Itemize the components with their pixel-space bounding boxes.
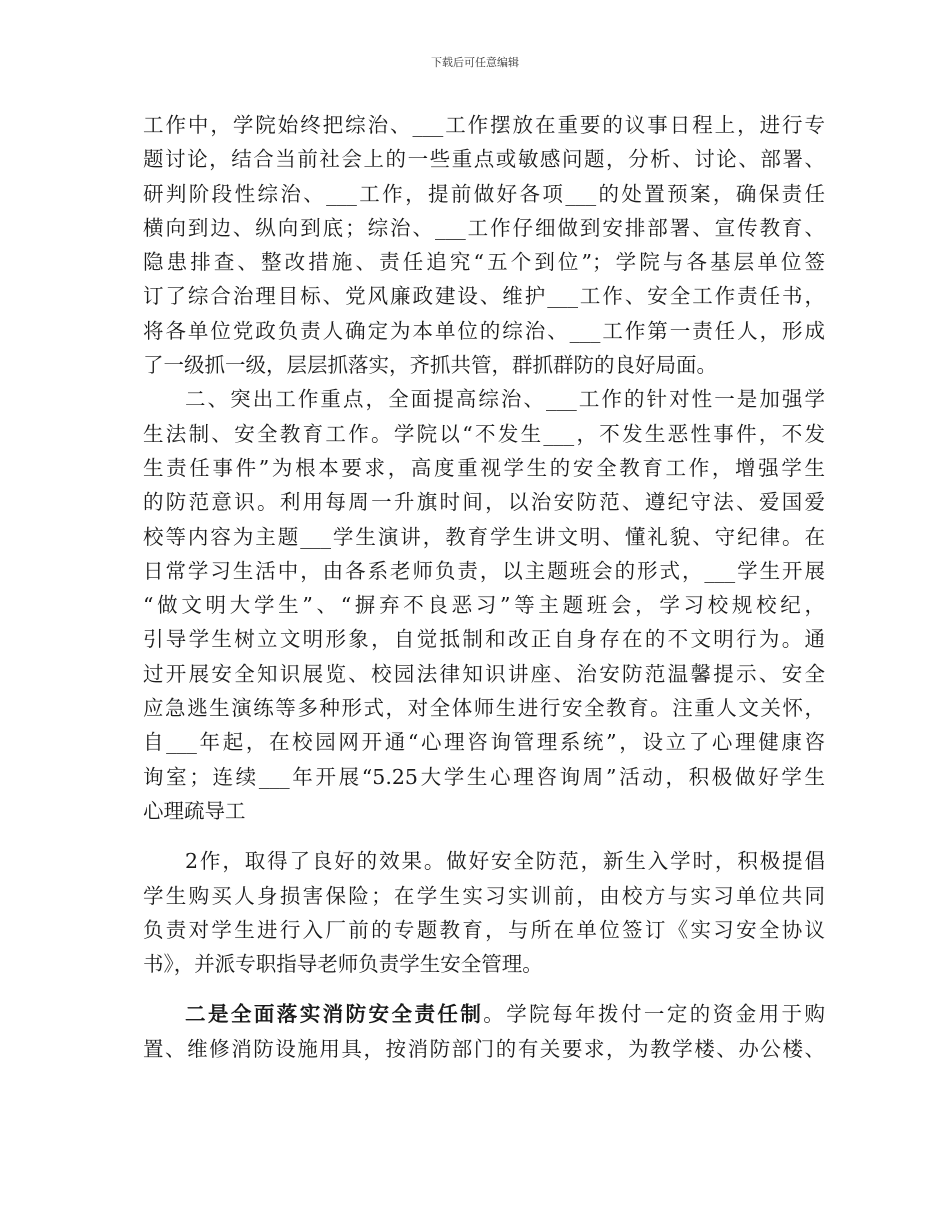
text-line: 了一级抓一级，层层抓落实，齐抓共管，群抓群防的良好局面。: [143, 353, 717, 378]
text-line: 日常学习生活中，由各系老师负责，以主题班会的形式，___学生开展: [143, 558, 825, 583]
text-line: 自___年起，在校园网开通“心理咨询管理系统”，设立了心理健康咨: [143, 730, 825, 755]
text-line: 的防范意识。利用每周一升旗时间，以治安防范、遵纪守法、爱国爱: [143, 490, 825, 515]
text-line: 生法制、安全教育工作。学院以“不发生___，不发生恶性事件，不发: [143, 421, 825, 446]
text-line: 研判阶段性综治、___工作，提前做好各项___的处置预案，确保责任: [143, 181, 825, 206]
text-line: 负责对学生进行入厂前的专题教育，与所在单位签订《实习安全协议: [143, 917, 825, 942]
text-line: 心理疏导工: [143, 798, 246, 823]
text-line: 书》，并派专职指导老师负责学生安全管理。: [143, 952, 543, 977]
text-line: 横向到边、纵向到底；综治、___工作仔细做到安排部署、宣传教育、: [143, 215, 825, 240]
text-line: “做文明大学生”、“摒弃不良恶习”等主题班会，学习校规校纪，: [143, 593, 825, 618]
text-line: 应急逃生演练等多种形式，对全体师生进行安全教育。注重人文关怀，: [143, 696, 825, 721]
paragraph-gap: [143, 981, 825, 997]
bold-lead-text: 二是全面落实消防安全责任制: [185, 1002, 484, 1027]
document-body: [143, 108, 825, 1066]
text-line: 学生购买人身损害保险；在学生实习实训前，由校方与实习单位共同: [143, 883, 825, 908]
lead-rest-text: 。学院每年拨付一定的资金用于购: [483, 1002, 825, 1027]
text-line: 引导学生树立文明形象，自觉抵制和改正自身存在的不文明行为。通: [143, 627, 825, 652]
text-line: [143, 997, 825, 1031]
text-line: 题讨论，结合当前社会上的一些重点或敏感问题，分析、讨论、部署、: [143, 147, 825, 172]
text-line: 工作中，学院始终把综治、___工作摆放在重要的议事日程上，进行专: [143, 113, 825, 137]
text-line: 隐患排查、整改措施、责任追究“五个到位”；学院与各基层单位签: [143, 250, 825, 275]
text-line: 订了综合治理目标、党风廉政建设、维护___工作、安全工作责任书，: [143, 284, 825, 309]
text-line: 校等内容为主题___学生演讲，教育学生讲文明、懂礼貌、守纪律。在: [143, 524, 825, 549]
text-line: 询室；连续___年开展“5.25大学生心理咨询周”活动，积极做好学生: [143, 764, 825, 789]
page-break-gap: [143, 828, 825, 844]
text-line: 2作，取得了良好的效果。做好安全防范，新生入学时，积极提倡: [185, 849, 825, 874]
page-header: 下载后可任意编辑: [431, 56, 519, 69]
text-line: 置、维修消防设施用具，按消防部门的有关要求，为教学楼、办公楼、: [143, 1036, 825, 1061]
text-line: 生责任事件”为根本要求，高度重视学生的安全教育工作，增强学生: [143, 455, 825, 480]
text-line: 二、突出工作重点，全面提高综治、___工作的针对性一是加强学: [185, 387, 825, 412]
text-line: 将各单位党政负责人确定为本单位的综治、___工作第一责任人，形成: [143, 318, 825, 343]
text-line: 过开展安全知识展览、校园法律知识讲座、治安防范温馨提示、安全: [143, 661, 825, 686]
